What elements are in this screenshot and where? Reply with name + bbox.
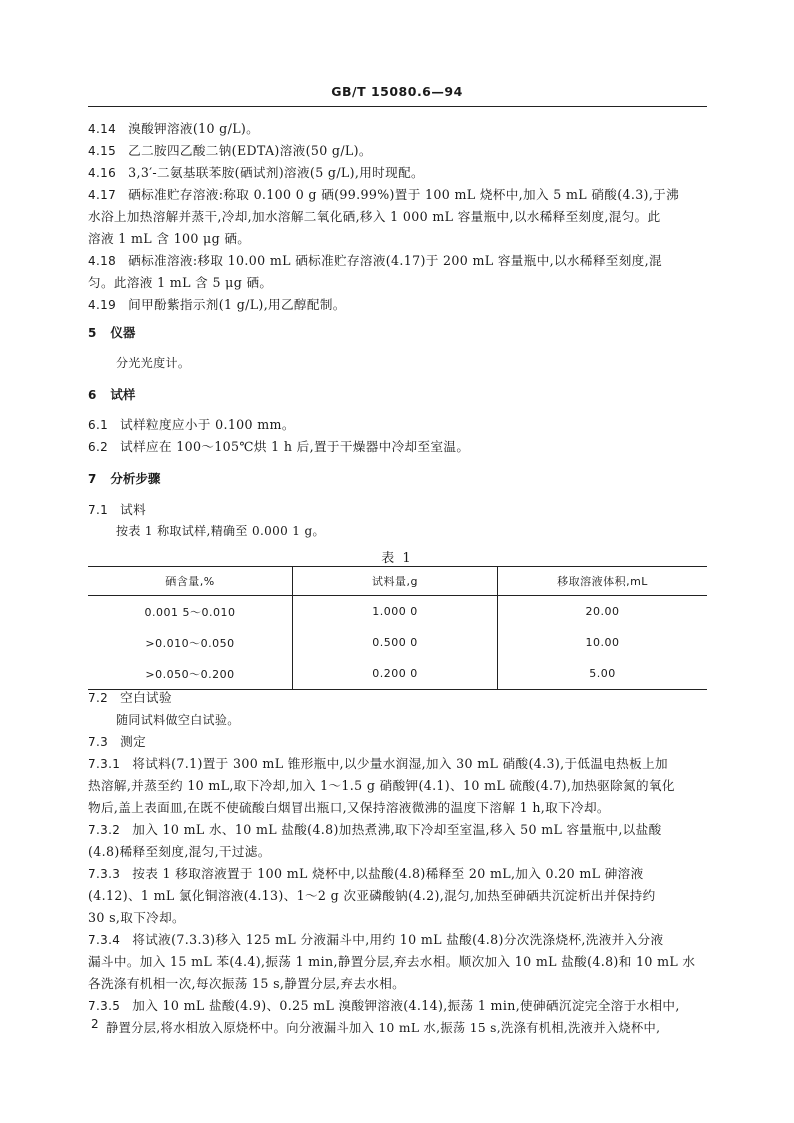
clause-4-19: 4.19 间甲酚紫指示剂(1 g/L),用乙醇配制。 xyxy=(88,297,346,312)
table-1 xyxy=(88,566,707,690)
table-row xyxy=(88,658,707,690)
clause-7-3-3: 7.3.3 按表 1 移取溶液置于 100 mL 烧杯中,以盐酸(4.8)稀释至 20 mL,加入 0.20 mL 砷溶液 xyxy=(88,866,644,881)
standard-header: GB/T 15080.6—94 xyxy=(331,84,463,99)
clause-7-1: 7.1 试料 xyxy=(88,502,147,517)
clause-4-17: 4.17 硒标准贮存溶液:称取 0.100 0 g 硒(99.99%)置于 100 mL 烧杯中,加入 5 mL 硝酸(4.3),于沸 xyxy=(88,187,680,202)
table-header-cell: 试料量,g xyxy=(293,567,498,596)
table-header-row xyxy=(88,567,707,596)
section-5-body: 分光光度计。 xyxy=(116,356,191,370)
table-row xyxy=(88,627,707,658)
clause-7-2-body: 随同试料做空白试验。 xyxy=(116,713,240,727)
clause-7-3-3-line: 30 s,取下冷却。 xyxy=(88,910,185,925)
clause-7-2: 7.2 空白试验 xyxy=(88,690,172,705)
clause-7-3-1-line: 热溶解,并蒸至约 10 mL,取下冷却,加入 1～1.5 g 硝酸钾(4.1)、10 mL 硫酸(4.7),加热驱除氮的氧化 xyxy=(88,778,675,793)
clause-4-18-line: 匀。此溶液 1 mL 含 5 μg 硒。 xyxy=(88,275,273,290)
table-caption: 表 1 xyxy=(381,551,413,566)
section-5-heading: 5 仪器 xyxy=(88,325,136,340)
clause-7-3-1: 7.3.1 将试料(7.1)置于 300 mL 锥形瓶中,以少量水润湿,加入 30 mL 硝酸(4.3),于低温电热板上加 xyxy=(88,756,668,771)
table-cell: 0.500 0 xyxy=(293,627,498,658)
clause-7-1-body: 按表 1 称取试样,精确至 0.000 1 g。 xyxy=(116,524,325,538)
clause-4-17-line: 水浴上加热溶解并蒸干,冷却,加水溶解二氧化硒,移入 1 000 mL 容量瓶中,以水稀释至刻度,混匀。此 xyxy=(88,209,661,224)
clause-4-18: 4.18 硒标准溶液:移取 10.00 mL 硒标准贮存溶液(4.17)于 200 mL 容量瓶中,以水稀释至刻度,混 xyxy=(88,253,662,268)
clause-7-3-4-line: 各洗涤有机相一次,每次振荡 15 s,静置分层,弃去水相。 xyxy=(88,976,406,991)
table-cell: 0.200 0 xyxy=(293,658,498,690)
clause-7-3-5: 7.3.5 加入 10 mL 盐酸(4.9)、0.25 mL 溴酸钾溶液(4.14),振荡 1 min,使砷硒沉淀完全溶于水相中, xyxy=(88,998,680,1013)
table-cell: 10.00 xyxy=(498,627,708,658)
table-cell: >0.010～0.050 xyxy=(145,636,235,650)
table-row xyxy=(88,596,707,628)
clause-4-16: 4.16 3,3′-二氨基联苯胺(硒试剂)溶液(5 g/L),用时现配。 xyxy=(88,165,424,180)
section-6-heading: 6 试样 xyxy=(88,387,136,402)
clause-7-3-5-line: 静置分层,将水相放入原烧杯中。向分液漏斗加入 10 mL 水,振荡 15 s,洗涤有机相,洗液并入烧杯中, xyxy=(106,1021,661,1035)
clause-7-3-4: 7.3.4 将试液(7.3.3)移入 125 mL 分液漏斗中,用约 10 mL 盐酸(4.8)分次洗涤烧杯,洗液并入分液 xyxy=(88,932,664,947)
clause-7-3-1-line: 物后,盖上表面皿,在既不使硫酸白烟冒出瓶口,又保持溶液微沸的温度下溶解 1 h,取下冷却。 xyxy=(88,800,610,815)
clause-7-3-2-line: (4.8)稀释至刻度,混匀,干过滤。 xyxy=(88,844,271,859)
clause-7-3: 7.3 测定 xyxy=(88,734,147,749)
clause-6-2: 6.2 试样应在 100～105℃烘 1 h 后,置于干燥器中冷却至室温。 xyxy=(88,439,470,454)
table-cell: 0.001 5～0.010 xyxy=(144,605,236,619)
clause-4-15: 4.15 乙二胺四乙酸二钠(EDTA)溶液(50 g/L)。 xyxy=(88,143,372,158)
table-cell: 20.00 xyxy=(498,596,708,628)
section-7-heading: 7 分析步骤 xyxy=(88,471,161,486)
clause-6-1: 6.1 试样粒度应小于 0.100 mm。 xyxy=(88,417,295,432)
table-cell: 1.000 0 xyxy=(293,596,498,628)
clause-7-3-2: 7.3.2 加入 10 mL 水、10 mL 盐酸(4.8)加热煮沸,取下冷却至室温,移入 50 mL 容量瓶中,以盐酸 xyxy=(88,822,662,837)
header-rule xyxy=(88,106,707,107)
clause-4-17-line: 溶液 1 mL 含 100 μg 硒。 xyxy=(88,231,251,246)
table-header-cell: 硒含量,% xyxy=(88,567,293,596)
table-header-cell: 移取溶液体积,mL xyxy=(498,567,708,596)
page-number: 2 xyxy=(91,1017,99,1031)
clause-4-14: 4.14 溴酸钾溶液(10 g/L)。 xyxy=(88,121,260,136)
table-cell: 5.00 xyxy=(498,658,708,690)
table-cell: >0.050～0.200 xyxy=(88,658,293,690)
clause-7-3-4-line: 漏斗中。加入 15 mL 苯(4.4),振荡 1 min,静置分层,弃去水相。顺次加入 10 mL 盐酸(4.8)和 10 mL 水 xyxy=(88,954,696,969)
clause-7-3-3-line: (4.12)、1 mL 氯化铜溶液(4.13)、1～2 g 次亚磷酸钠(4.2),混匀,加热至砷硒共沉淀析出并保持约 xyxy=(88,888,656,903)
